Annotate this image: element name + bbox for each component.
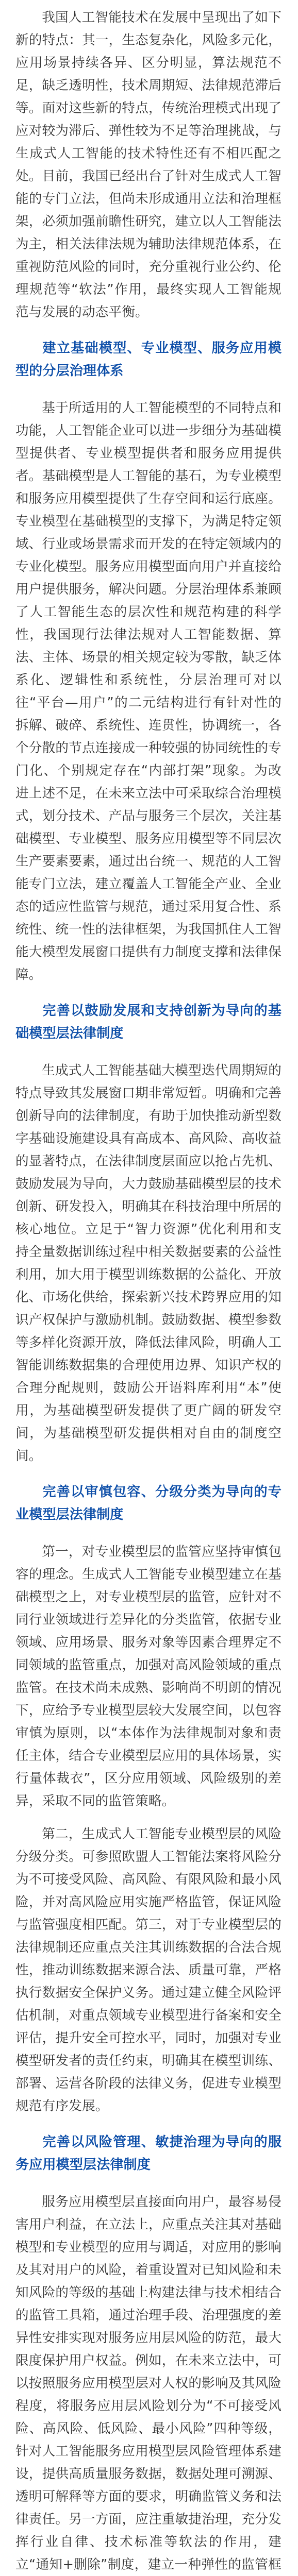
- section-heading-service-application-layer: 完善以风险管理、敏捷治理为导向的服务应用模型层法律制度: [15, 2134, 282, 2173]
- section-heading-professional-model-layer: 完善以审慎包容、分级分类为导向的专业模型层法律制度: [15, 1484, 282, 1522]
- professional-model-paragraph-1: 第一，对专业模型层的监管应坚持审慎包容的理念。生成式人工智能专业模型建立在基础模型之上，对专业模型层的监管，应针对不同行业领域进行差异化的分类监管，依据专业领域、应用场景、服务对象等因素合理界定不同领域的监管重点，加强对高风险领域的重点监管。在技术尚未成熟、影响尚不明朗的情况下，应给予专业模型层较大发展空间，以包容审慎为原则，以“本体作为法律规制对象和责任主体，结合专业模型层应用的具体场景，实行量体裁衣”，区分应用领域、风险级别的差异，采取不同的监管策略。: [15, 1544, 282, 1809]
- foundation-model-paragraph: 生成式人工智能基础大模型迭代周期短的特点导致其发展窗口期非常短暂。明确和完善创新导向的法律制度，有助于加快推动新型数字基础设施建设具有高成本、高风险、高收益的显著特点，在法律制度层面应以抢占先机、鼓励发展为导向，大力鼓励基础模型层的技术创新、研发投入，明确其在科技治理中所居的核心地位。立足于“智力资源”优化利用和支持全量数据训练过程中相关数据要素的公益性利用，加大用于模型训练数据的公益化、开放化、市场化供给，探索新兴技术跨界应用的知识产权保护与激励机制。鼓励数据、模型参数等多样化资源开放，降低法律风险，明确人工智能训练数据集的合理使用边界、知识产权的合理分配规则，鼓励公开语料库利用“本”使用，为基础模型研发提供了更广阔的研发空间，为基础模型研发提供相对自由的制度空间。: [15, 1063, 282, 1464]
- professional-model-paragraph-2: 第二，生成式人工智能专业模型层的风险分级分类。可参照欧盟人工智能法案将风险分为不可接受风险、高风险、有限风险和最小风险，并对高风险应用实施严格监管，保证风险与监管强度相匹配。第三，对于专业模型层的法律规制还应重点关注其训练数据的合法合规性，推动训练数据来源合法、质量可靠，严格执行数据安全保护义务。通过建立健全风险评估机制，对重点领域专业模型进行备案和安全评估，提升安全可控水平，同时，加强对专业模型研发者的责任约束，明确其在模型训练、部署、运营各阶段的法律义务，促进专业模型规范有序发展。: [15, 1826, 282, 2114]
- layered-governance-paragraph: 基于所适用的人工智能模型的不同特点和功能，人工智能企业可以进一步细分为基础模型提供者、专业模型提供者和服务应用提供者。基础模型是人工智能的基石，为专业模型和服务应用模型提供了生存空间和运行底座。专业模型在基础模型的支撑下，为满足特定领域、行业或场景需求而开发的在特定领域内的专业化模型。服务应用模型面向用户并直接给用户提供服务，解决问题。分层治理体系兼顾了人工智能生态的层次性和规范构建的科学性，我国现行法律法规对人工智能数据、算法、主体、场景的相关规定较为零散，缺乏体系化、逻辑性和系统性，分层治理可对以往“平台—用户”的二元结构进行有针对性的拆解、破碎、系统性、连贯性，协调统一，各个分散的节点连接成一种较强的协同统性的专门化、个别规定存在“内部打架”现象。为改进上述不足，在未来立法中可采取综合治理模式，划分技术、产品与服务三个层次，关注基础模型、专业模型、服务应用模型等不同层次生产要素要素，通过出台统一、规范的人工智能专门立法，建立覆盖人工智能全产业、全业态的适应性监管与规范，通过采用复合性、系统性、统一性的法律框架，为我国抓住人工智能大模型发展窗口提供有力制度支撑和法律保障。: [15, 400, 282, 982]
- service-application-paragraph: 服务应用模型层直接面向用户，最容易侵害用户利益，在立法上，应重点关注其对基础模型和专业模型的应用与调适，对应用的影响及其对用户的风险，着重设置对已知风险和未知风险的等级的基础上构建法律与技术相结合的监管工具箱，通过治理手段、治理强度的差异性安排实现对服务应用层风险的防范，最大限度保护用户权益。例如，在未来立法中，可以按照服务应用模型层对人权的影响及其风险程度，将服务应用层风险划分为“不可接受风险、高风险、低风险、最小风险”四种等级，针对人工智能服务应用模型层风险管理体系建设，提供高质量服务数据，数据处理可溯源、透明可解释等方面的要求，明确监管义务和法律责任。另一方面，应注重敏捷治理，充分发挥行业自律、技术标准等软法的作用，建立“通知+删除”制度，建立一种弹性的监管框: [15, 2194, 282, 2572]
- intro-paragraph: 我国人工智能技术在发展中呈现出了如下新的特点：其一，生态复杂化，风险多元化，应用场景持续各异、区分明显，算法规范不足，缺乏透明性，技术周期短、法律规范滞后等。面对这些新的特点，传统治理模式出现了应对较为滞后、弹性较为不足等治理挑战，与生成式人工智能的技术特性还有不相匹配之处。目前，我国已经出台了针对生成式人工智能的专门立法，但尚未形成通用立法和治理框架，必须加强前瞻性研究，建立以人工智能法为主，相关法律法规为辅助法律规范体系，在重视防范风险的同时，充分重视行业公约、伦理规范等“软法”作用，最终实现人工智能规范与发展的动态平衡。: [15, 10, 282, 320]
- section-heading-layered-governance: 建立基础模型、专业模型、服务应用模型的分层治理体系: [15, 341, 282, 379]
- section-heading-foundation-model-layer: 完善以鼓励发展和支持创新为导向的基础模型层法律制度: [15, 1003, 282, 1041]
